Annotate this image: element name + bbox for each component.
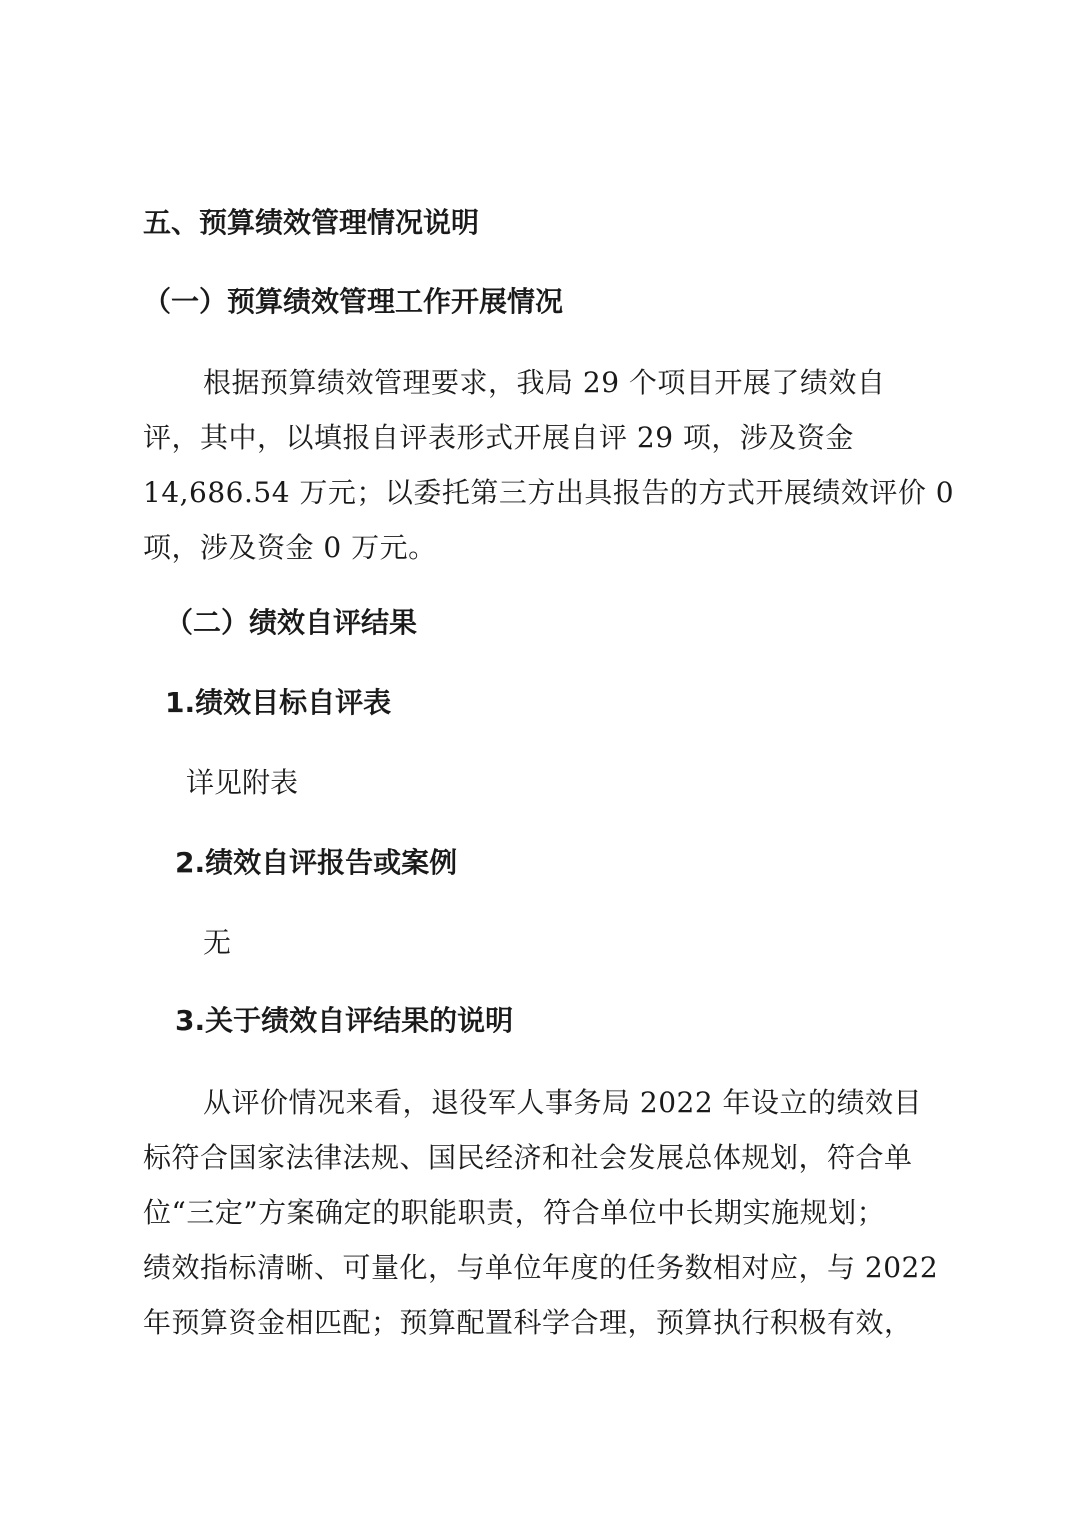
item-3-title: 3.关于绩效自评结果的说明 bbox=[175, 1004, 514, 1037]
paragraph-line: 14,686.54 万元；以委托第三方出具报告的方式开展绩效评价 0 bbox=[143, 476, 955, 509]
paragraph-line: 评，其中，以填报自评表形式开展自评 29 项，涉及资金 bbox=[143, 421, 854, 454]
item-1-title: 1.绩效目标自评表 bbox=[165, 686, 392, 719]
subsection-2-title: （二）绩效自评结果 bbox=[165, 606, 418, 639]
paragraph-line: 从评价情况来看，退役军人事务局 2022 年设立的绩效目 bbox=[203, 1086, 923, 1119]
paragraph-evaluation-result bbox=[143, 1075, 943, 1350]
paragraph-line: 位“三定”方案确定的职能职责，符合单位中长期实施规划； bbox=[143, 1196, 886, 1229]
paragraph-line: 项，涉及资金 0 万元。 bbox=[143, 531, 437, 564]
paragraph-line: 标符合国家法律法规、国民经济和社会发展总体规划，符合单 bbox=[143, 1141, 913, 1174]
item-2-title: 2.绩效自评报告或案例 bbox=[175, 846, 458, 879]
paragraph-line: 年预算资金相匹配；预算配置科学合理，预算执行积极有效， bbox=[143, 1306, 913, 1339]
paragraph-line: 根据预算绩效管理要求，我局 29 个项目开展了绩效自 bbox=[203, 366, 886, 399]
section-title: 五、预算绩效管理情况说明 bbox=[143, 206, 480, 239]
paragraph-work-overview bbox=[143, 355, 955, 575]
paragraph-line: 绩效指标清晰、可量化，与单位年度的任务数相对应，与 2022 bbox=[143, 1251, 939, 1284]
subsection-1-title: （一）预算绩效管理工作开展情况 bbox=[143, 285, 564, 318]
item-1-body: 详见附表 bbox=[186, 766, 299, 799]
item-2-body: 无 bbox=[203, 926, 232, 959]
